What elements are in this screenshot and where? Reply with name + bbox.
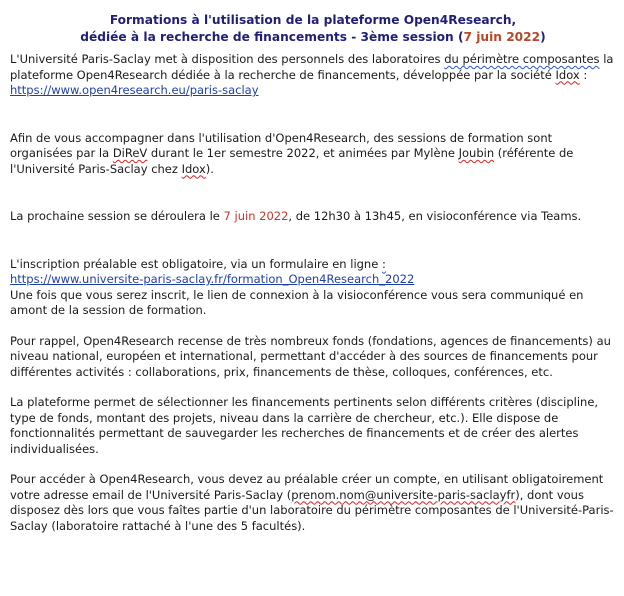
intro-perimeter-phrase: du périmètre composantes [444,52,600,66]
intro-text-3: : [579,67,588,82]
sessions-text-3: (référente de l'Université Paris-Saclay chez [10,146,574,176]
sessions-text-2: durant le 1er semestre 2022, et animées par Mylène [147,146,459,160]
sessions-text-4: ). [205,161,214,176]
next-session-text-1: La prochaine session se déroulera le [10,209,224,223]
sessions-paragraph [10,131,616,178]
title-line-2-prefix: dédiée à la recherche de financements - 3ème session ( [80,30,464,44]
access-paragraph [10,472,616,534]
access-email: prenom.nom@universite-paris-saclayfr [291,487,516,502]
title-session-date: 7 juin 2022 [463,30,541,44]
access-text-2: ), dont vous disposez dès lors que vous faîtes partie d'un laboratoire du périmètre composantes de l'Université-Paris-Saclay (laboratoire rattaché à l'une des 5 facultés). [10,487,614,533]
registration-colon: : [381,256,386,271]
open4research-link[interactable]: https://www.open4research.eu/paris-saclay [10,83,259,97]
intro-company-name: Idox [555,67,580,82]
registration-paragraph [10,257,616,319]
reminder-paragraph: Pour rappel, Open4Research recense de très nombreux fonds (fondations, agences de financements) au niveau national, européen et international, permettant d'accéder à des sources de financements pour différentes activités : collaborations, prix, financements de thèse, colloques, conférences, etc. [10,333,611,379]
sessions-direv: DiReV [112,146,148,160]
intro-paragraph [10,52,616,99]
title-line-1: Formations à l'utilisation de la plateforme Open4Research, [109,13,517,27]
next-session-date: 7 juin 2022 [223,209,289,223]
next-session-text-2: , de 12h30 à 13h45, en visioconférence via Teams. [288,209,582,223]
intro-text-2: la plateforme Open4Research dédiée à la recherche de financements, développée par la société [10,52,614,82]
sessions-idox: Idox [181,161,206,176]
next-session-paragraph [10,209,616,225]
sessions-joubin: Joubin [458,146,495,160]
intro-text-1: L'Université Paris-Saclay met à disposition des personnels des laboratoires [10,52,445,66]
sessions-text-1: Afin de vous accompagner dans l'utilisation d'Open4Research, des sessions de formation sont organisées par la [10,130,553,160]
title-line-2-suffix: ) [540,30,546,44]
access-text-1: Pour accéder à Open4Research, vous devez au préalable créer un compte, en utilisant obligatoirement votre adresse email de l'Université Paris-Saclay ( [10,472,604,502]
registration-text-2: Une fois que vous serez inscrit, le lien de connexion à la visioconférence vous sera communiqué en amont de la session de formation. [10,287,584,317]
registration-form-link[interactable]: https://www.universite-paris-saclay.fr/formation_Open4Research_2022 [10,272,415,286]
page-title [10,12,616,46]
features-paragraph: La plateforme permet de sélectionner les financements pertinents selon différents critères (discipline, type de fonds, montant des projets, niveau dans la carrière de chercheur, etc.). Elle dispose de fonctionnalités permettant de sauvegarder les recherches de financements et de créer des alertes individualisées. [10,395,599,456]
title-line-2 [10,29,616,46]
registration-text-1: L'inscription préalable est obligatoire, via un formulaire en ligne [10,256,382,271]
document-body [10,12,616,534]
